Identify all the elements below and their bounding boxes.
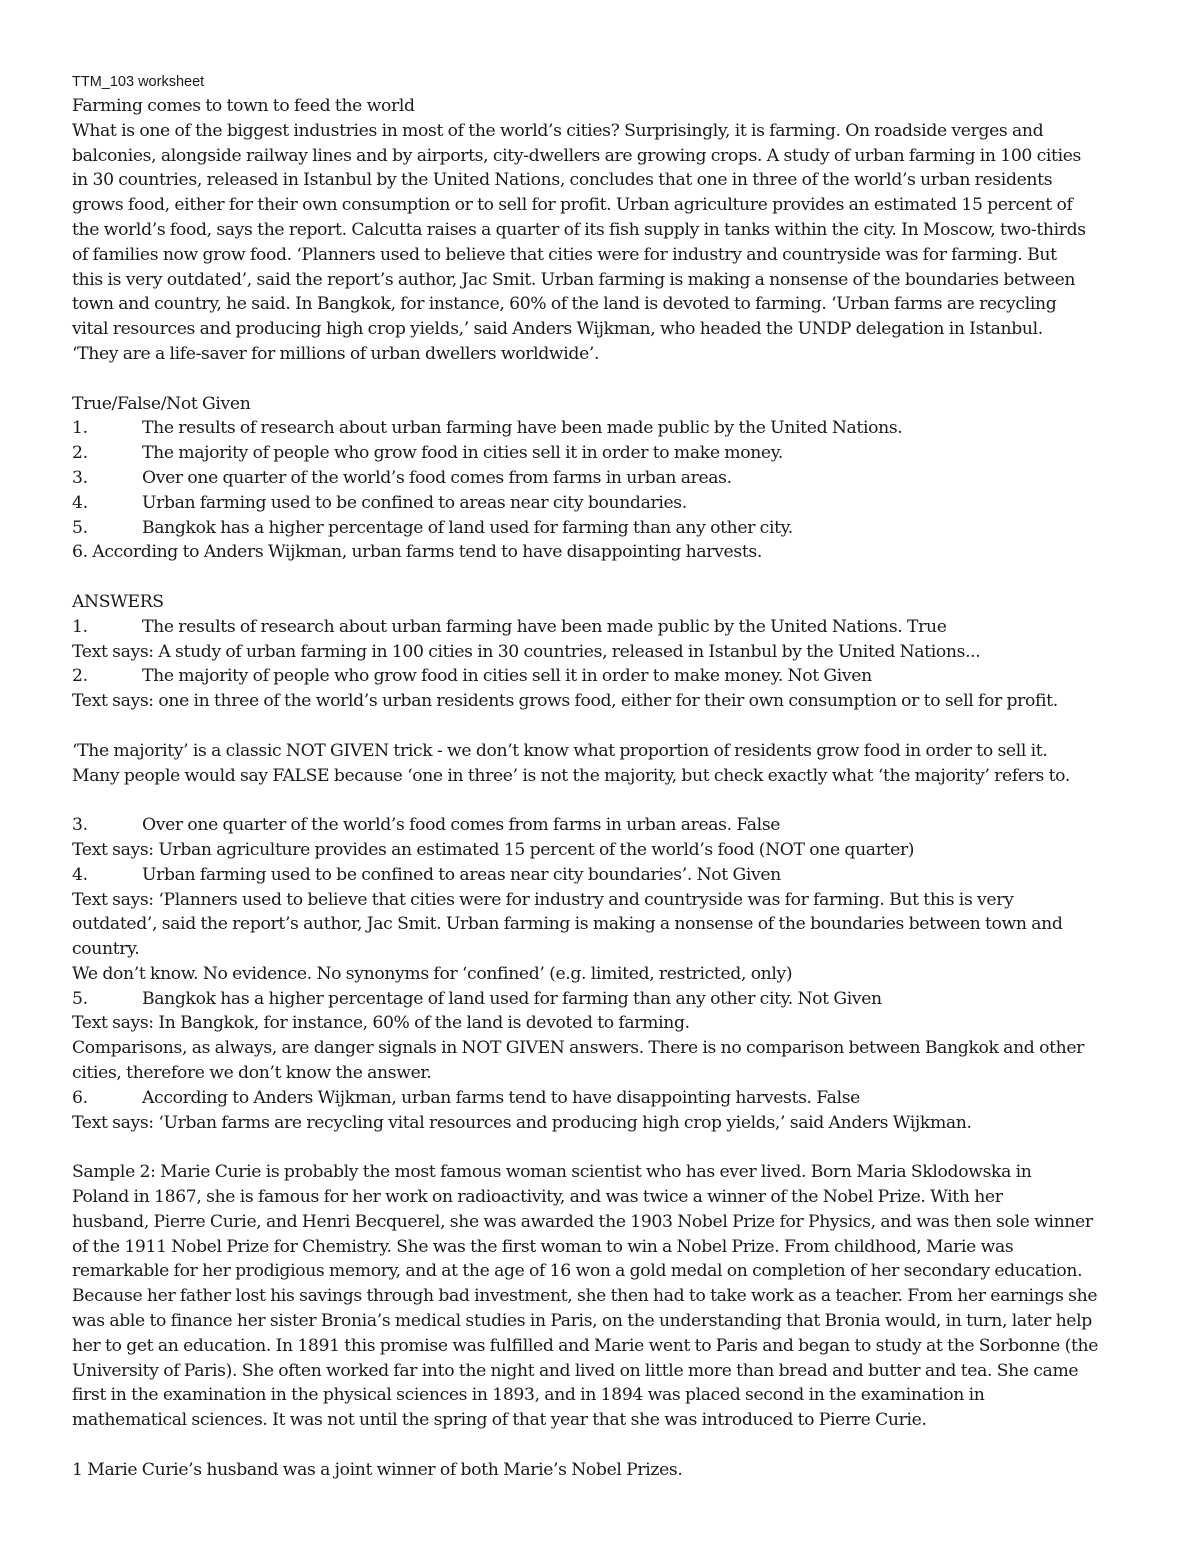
question-number: 2.: [72, 443, 88, 464]
answer-note: Many people would say FALSE because ‘one in three’ is not the majority, but check exactly what ‘the majority’ refers to.: [72, 765, 1070, 786]
spacer: [72, 565, 1142, 590]
question-number: 4.: [72, 492, 88, 513]
question-text: The results of research about urban farming have been made public by the United Nations.: [142, 418, 903, 439]
answer-number: 1.: [72, 616, 88, 637]
passage-line: balconies, alongside railway lines and by airports, city-dwellers are growing crops. A study of urban farming in 100 cities: [72, 145, 1082, 166]
passage-line: of families now grow food. ‘Planners used to believe that cities were for industry and countryside was for farming. But: [72, 244, 1057, 265]
question-list: [72, 416, 1142, 565]
answer-evidence: Text says: one in three of the world’s urban residents grows food, either for their own consumption or to sell for profit.: [72, 691, 1058, 712]
answer-item: [72, 813, 1142, 838]
question-item-6: 6. According to Anders Wijkman, urban farms tend to have disappointing harvests.: [72, 542, 762, 563]
passage: [72, 119, 1142, 367]
worksheet-header: TTM_103 worksheet: [72, 74, 205, 90]
answers-heading: ANSWERS: [72, 591, 164, 612]
sample2-line: Poland in 1867, she is famous for her work on radioactivity, and was twice a winner of the Nobel Prize. With her: [72, 1187, 1003, 1208]
answer-evidence: Text says: ‘Planners used to believe that cities were for industry and countryside was for farming. But this is very: [72, 889, 1014, 910]
sample2-line: first in the examination in the physical sciences in 1893, and in 1894 was placed second in the examination in: [72, 1385, 985, 1406]
passage-line: this is very outdated’, said the report’s author, Jac Smit. Urban farming is making a nonsense of the boundaries between: [72, 269, 1076, 290]
question-text: Bangkok has a higher percentage of land used for farming than any other city.: [142, 517, 793, 538]
passage-line: grows food, either for their own consumption or to sell for profit. Urban agriculture provides an estimated 15 percent of: [72, 195, 1073, 216]
answer-number: 5.: [72, 988, 88, 1009]
spacer: [72, 367, 1142, 392]
sample2-line: her to get an education. In 1891 this promise was fulfilled and Marie went to Paris and began to study at the Sorbonne (the: [72, 1335, 1099, 1356]
answer-item: [72, 987, 1142, 1012]
spacer: [72, 788, 1142, 813]
sample2-line: of the 1911 Nobel Prize for Chemistry. She was the first woman to win a Nobel Prize. From childhood, Marie was: [72, 1236, 1014, 1257]
question-text: The majority of people who grow food in cities sell it in order to make money.: [142, 443, 783, 464]
answer-evidence: Text says: ‘Urban farms are recycling vital resources and producing high crop yields,’ said Anders Wijkman.: [72, 1112, 972, 1133]
question-text: Over one quarter of the world’s food comes from farms in urban areas.: [142, 467, 732, 488]
passage-line: ‘They are a life-saver for millions of urban dwellers worldwide’.: [72, 343, 600, 364]
answer-evidence: Text says: A study of urban farming in 100 cities in 30 countries, released in Istanbul by the United Nations...: [72, 641, 981, 662]
sample2-line: Sample 2: Marie Curie is probably the most famous woman scientist who has ever lived. Born Maria Sklodowska in: [72, 1162, 1032, 1183]
sample2-line: husband, Pierre Curie, and Henri Becquerel, she was awarded the 1903 Nobel Prize for Physics, and was then sole winner: [72, 1211, 1093, 1232]
answer-number: 4.: [72, 864, 88, 885]
sample2-line: Because her father lost his savings through bad investment, she then had to take work as a teacher. From her earnings she: [72, 1286, 1098, 1307]
question-number: 5.: [72, 517, 88, 538]
question-number: 1.: [72, 418, 88, 439]
question-item: [72, 466, 1142, 491]
answer-note: Comparisons, as always, are danger signals in NOT GIVEN answers. There is no comparison between Bangkok and other: [72, 1038, 1085, 1059]
passage-line: town and country, he said. In Bangkok, for instance, 60% of the land is devoted to farming. ‘Urban farms are recycling: [72, 294, 1057, 315]
sample2-line: mathematical sciences. It was not until the spring of that year that she was introduced to Pierre Curie.: [72, 1410, 927, 1431]
answer-evidence: Text says: Urban agriculture provides an estimated 15 percent of the world’s food (NOT one quarter): [72, 839, 915, 860]
passage-line: What is one of the biggest industries in most of the world’s cities? Surprisingly, it is farming. On roadside verges and: [72, 120, 1044, 141]
answer-text: The majority of people who grow food in cities sell it in order to make money. Not Given: [142, 666, 872, 687]
sample2-line: was able to finance her sister Bronia’s medical studies in Paris, on the understanding that Bronia would, in turn, later help: [72, 1311, 1092, 1332]
answer-text: Over one quarter of the world’s food comes from farms in urban areas. False: [142, 815, 781, 836]
passage-line: vital resources and producing high crop yields,’ said Anders Wijkman, who headed the UNDP delegation in Istanbul.: [72, 319, 1043, 340]
answers-section: [72, 615, 1142, 1136]
passage-title: Farming comes to town to feed the world: [72, 96, 415, 116]
answer-item: [72, 615, 1142, 640]
question-item: [72, 516, 1142, 541]
answer-text: Bangkok has a higher percentage of land used for farming than any other city. Not Given: [142, 988, 882, 1009]
answer-note: ‘The majority’ is a classic NOT GIVEN trick - we don’t know what proportion of residents grow food in order to sell it.: [72, 740, 1048, 761]
answer-evidence: Text says: In Bangkok, for instance, 60% of the land is devoted to farming.: [72, 1013, 690, 1034]
answer-text: Urban farming used to be confined to areas near city boundaries’. Not Given: [142, 864, 781, 885]
sample2-line: University of Paris). She often worked far into the night and lived on little more than bread and butter and tea. She came: [72, 1360, 1079, 1381]
sample2-passage: [72, 1160, 1142, 1433]
answer-number: 2.: [72, 666, 88, 687]
answer-number: 6.: [72, 1087, 88, 1108]
question-item: [72, 416, 1142, 441]
answer-number: 3.: [72, 815, 88, 836]
passage-line: the world’s food, says the report. Calcutta raises a quarter of its fish supply in tanks within the city. In Moscow, two-thirds: [72, 219, 1086, 240]
question-number: 3.: [72, 467, 88, 488]
document-page: [72, 70, 1142, 1483]
answer-evidence: outdated’, said the report’s author, Jac Smit. Urban farming is making a nonsense of the boundaries between town and: [72, 914, 1063, 935]
answer-item: [72, 863, 1142, 888]
sample2-question-1: 1 Marie Curie’s husband was a joint winner of both Marie’s Nobel Prizes.: [72, 1459, 683, 1480]
answer-note: cities, therefore we don’t know the answer.: [72, 1063, 432, 1084]
answer-evidence: country.: [72, 939, 140, 960]
spacer: [72, 1433, 1142, 1458]
answer-item: [72, 664, 1142, 689]
question-text: Urban farming used to be confined to areas near city boundaries.: [142, 492, 687, 513]
spacer: [72, 1135, 1142, 1160]
answer-item: [72, 1086, 1142, 1111]
answer-text: The results of research about urban farming have been made public by the United Nations. True: [142, 616, 947, 637]
question-item: [72, 491, 1142, 516]
passage-line: in 30 countries, released in Istanbul by the United Nations, concludes that one in three of the world’s urban residents: [72, 170, 1053, 191]
question-item: [72, 441, 1142, 466]
spacer: [72, 714, 1142, 739]
sample2-line: remarkable for her prodigious memory, and at the age of 16 won a gold medal on completion of her secondary education.: [72, 1261, 1083, 1282]
questions-heading: True/False/Not Given: [72, 393, 251, 414]
answer-text: According to Anders Wijkman, urban farms tend to have disappointing harvests. False: [142, 1087, 861, 1108]
answer-note: We don’t know. No evidence. No synonyms for ‘confined’ (e.g. limited, restricted, only): [72, 963, 793, 984]
